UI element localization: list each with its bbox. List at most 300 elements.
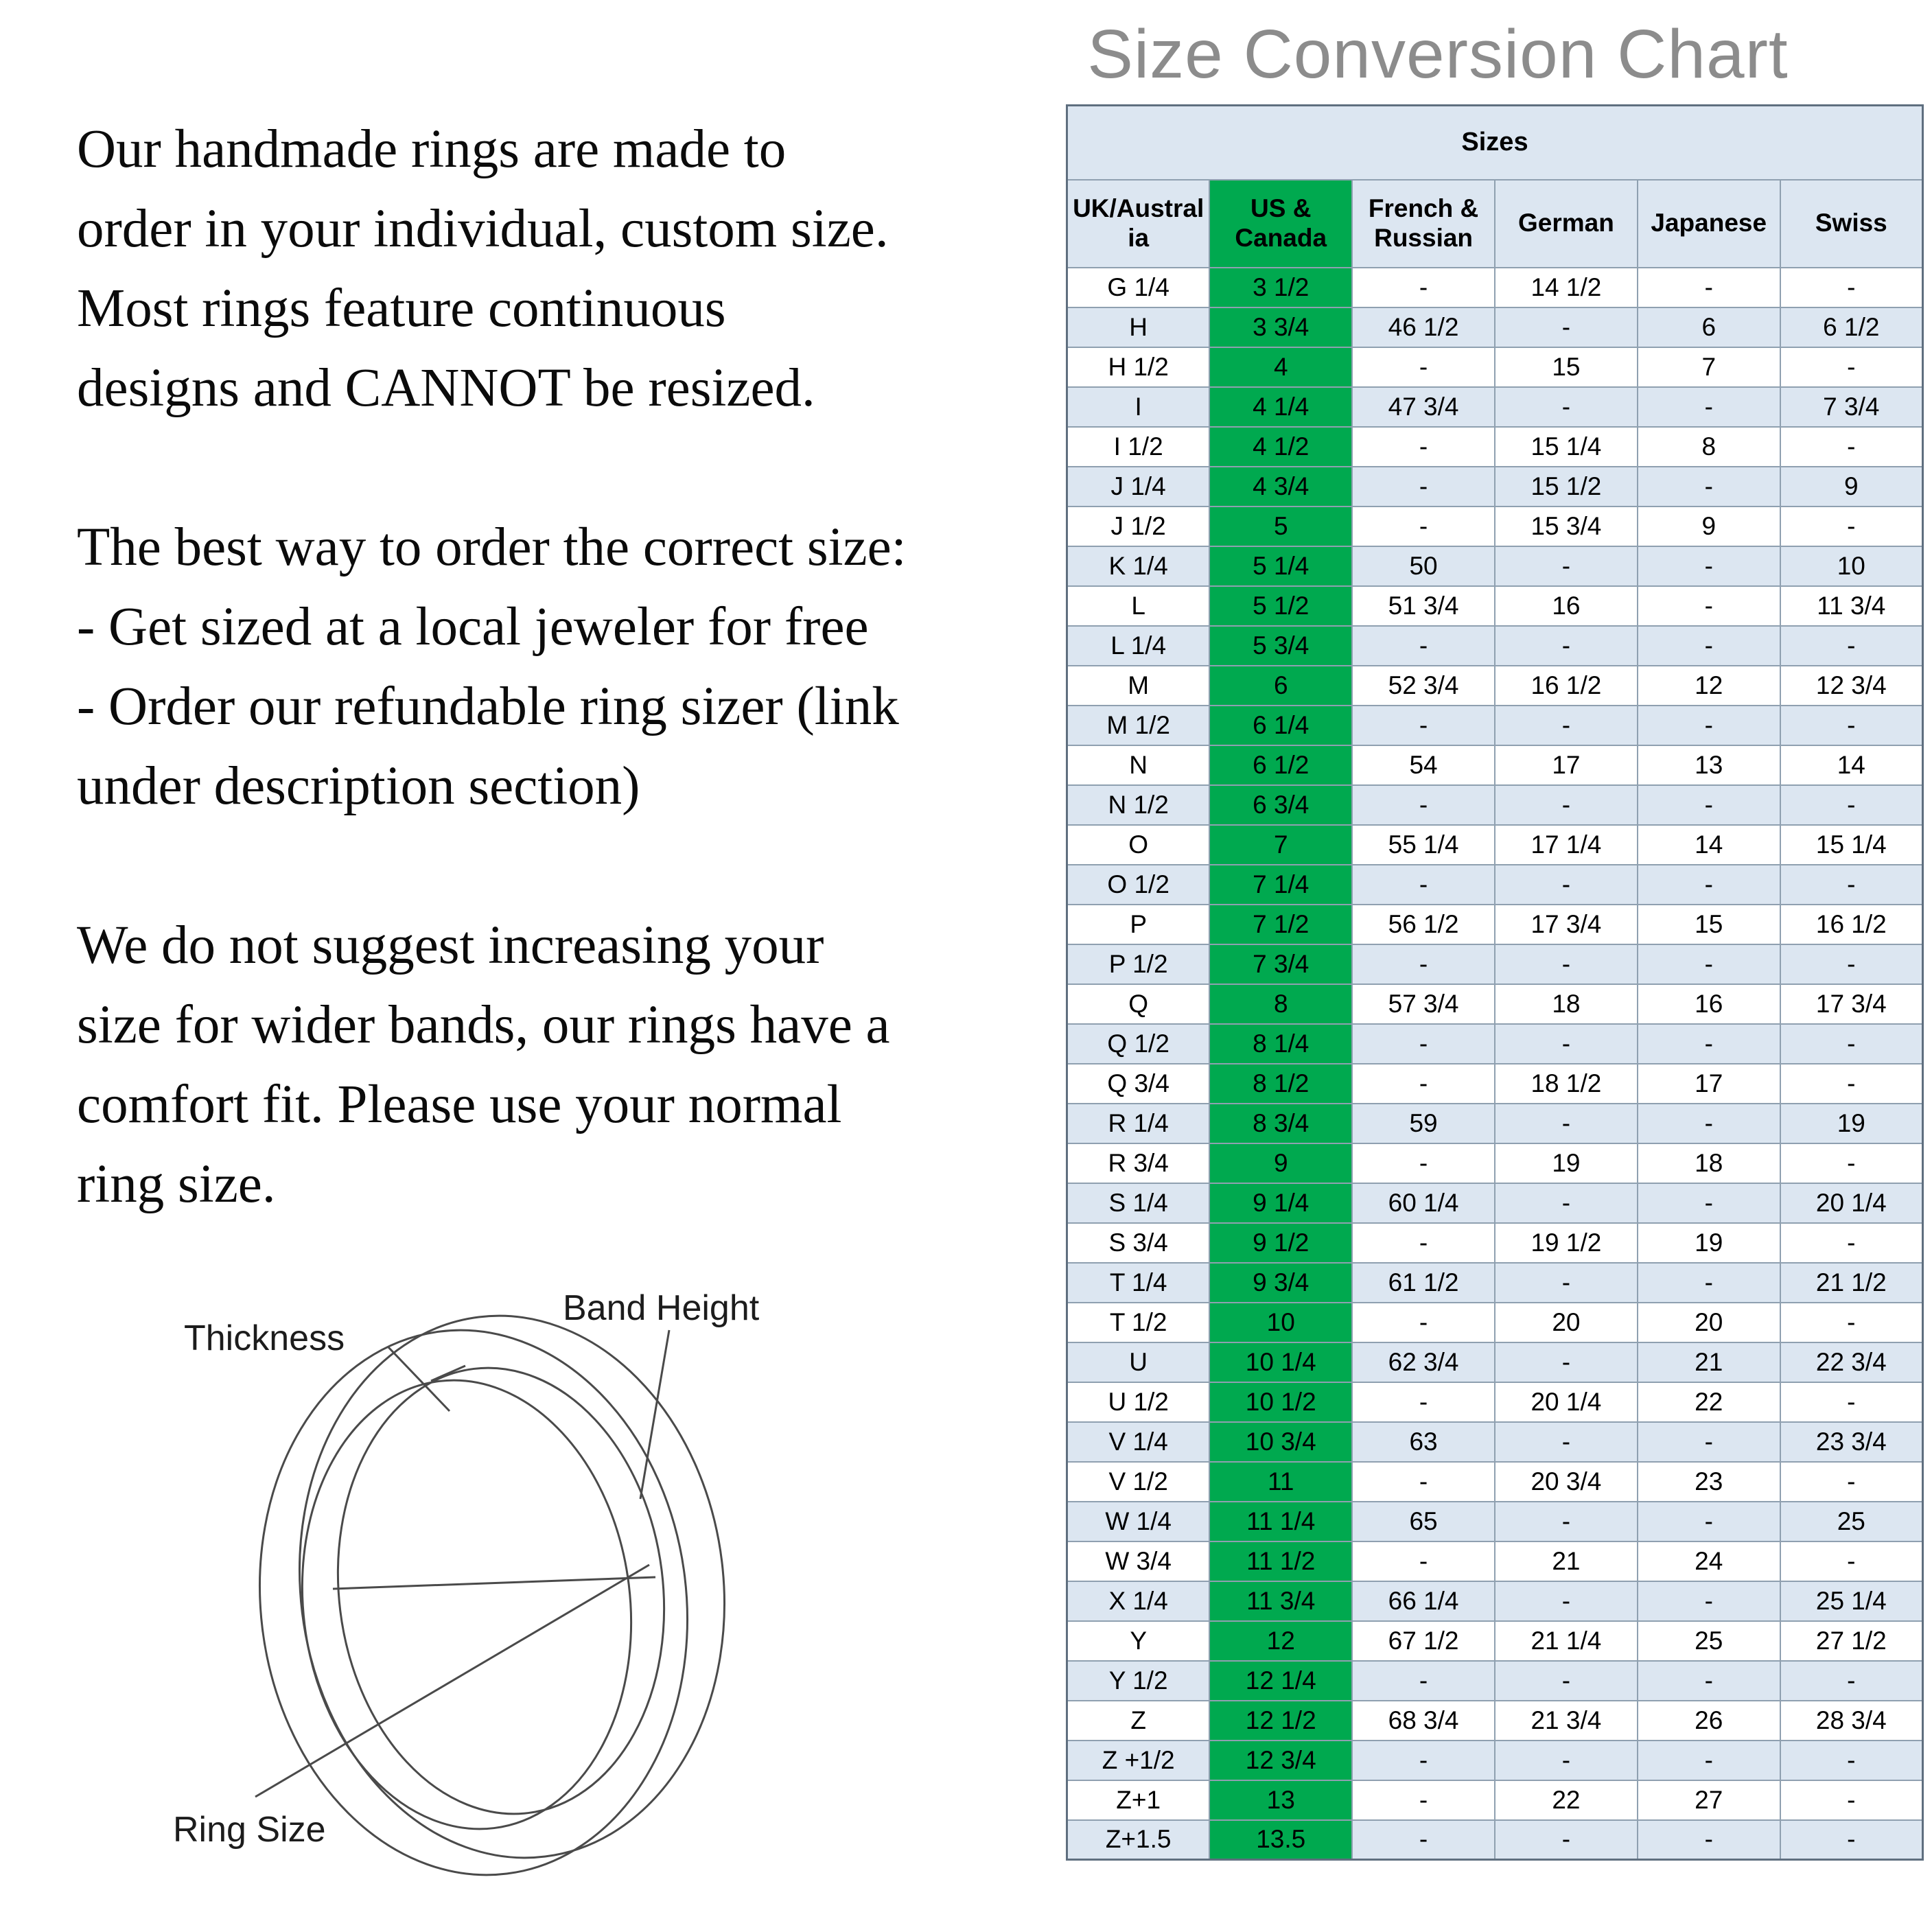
size-cell: 3 1/2 xyxy=(1209,268,1352,307)
size-cell: 11 3/4 xyxy=(1780,586,1923,626)
size-cell: - xyxy=(1780,1462,1923,1502)
size-cell: J 1/2 xyxy=(1067,507,1210,546)
size-row xyxy=(1067,586,1923,626)
size-cell: 19 xyxy=(1495,1143,1638,1183)
size-row xyxy=(1067,1780,1923,1820)
size-cell: 10 xyxy=(1780,546,1923,586)
size-row xyxy=(1067,1183,1923,1223)
size-cell: - xyxy=(1638,1104,1780,1143)
size-cell: N 1/2 xyxy=(1067,785,1210,825)
text-line: ring size. xyxy=(77,1154,276,1214)
size-cell: - xyxy=(1780,1382,1923,1422)
size-cell: - xyxy=(1780,1024,1923,1064)
size-cell: 52 3/4 xyxy=(1352,666,1495,706)
size-cell: - xyxy=(1352,1223,1495,1263)
size-cell: I xyxy=(1067,387,1210,427)
size-cell: - xyxy=(1780,507,1923,546)
size-row xyxy=(1067,944,1923,984)
column-header-uk-australia: UK/Australia xyxy=(1067,180,1210,268)
size-cell: 26 xyxy=(1638,1701,1780,1741)
size-cell: - xyxy=(1638,387,1780,427)
band-height-label: Band Height xyxy=(563,1288,760,1328)
size-cell: - xyxy=(1352,1820,1495,1860)
size-cell: - xyxy=(1780,706,1923,745)
size-cell: - xyxy=(1638,944,1780,984)
size-cell: 8 1/4 xyxy=(1209,1024,1352,1064)
size-cell: - xyxy=(1780,347,1923,387)
size-cell: 55 1/4 xyxy=(1352,825,1495,865)
size-cell: T 1/2 xyxy=(1067,1303,1210,1342)
size-row xyxy=(1067,865,1923,905)
size-cell: 3 3/4 xyxy=(1209,307,1352,347)
text-line: order in your individual, custom size. xyxy=(77,199,889,259)
table-head xyxy=(1067,106,1923,268)
size-row xyxy=(1067,546,1923,586)
size-cell: Z+1.5 xyxy=(1067,1820,1210,1860)
size-row xyxy=(1067,706,1923,745)
text-line: size for wider bands, our rings have a xyxy=(77,995,890,1055)
size-cell: 60 1/4 xyxy=(1352,1183,1495,1223)
size-cell: 28 3/4 xyxy=(1780,1701,1923,1741)
column-header-row xyxy=(1067,180,1923,268)
size-row xyxy=(1067,1541,1923,1581)
size-cell: 21 1/4 xyxy=(1495,1621,1638,1661)
size-cell: 7 1/4 xyxy=(1209,865,1352,905)
size-cell: S 3/4 xyxy=(1067,1223,1210,1263)
size-cell: 17 1/4 xyxy=(1495,825,1638,865)
text-line: - Order our refundable ring sizer (link xyxy=(77,677,899,736)
size-cell: - xyxy=(1352,467,1495,507)
size-cell: 51 3/4 xyxy=(1352,586,1495,626)
size-row xyxy=(1067,745,1923,785)
size-cell: - xyxy=(1495,387,1638,427)
size-row xyxy=(1067,1263,1923,1303)
thickness-tick xyxy=(431,1366,465,1381)
text-line: We do not suggest increasing your xyxy=(77,916,824,975)
size-cell: 10 1/4 xyxy=(1209,1342,1352,1382)
size-cell: 68 3/4 xyxy=(1352,1701,1495,1741)
size-cell: - xyxy=(1495,1342,1638,1382)
size-cell: - xyxy=(1638,1581,1780,1621)
size-cell: 8 3/4 xyxy=(1209,1104,1352,1143)
size-cell: 18 xyxy=(1495,984,1638,1024)
size-cell: 12 1/2 xyxy=(1209,1701,1352,1741)
size-cell: - xyxy=(1638,1502,1780,1541)
size-cell: I 1/2 xyxy=(1067,427,1210,467)
size-row xyxy=(1067,1661,1923,1701)
size-cell: 12 3/4 xyxy=(1780,666,1923,706)
size-cell: O xyxy=(1067,825,1210,865)
size-cell: - xyxy=(1352,268,1495,307)
size-cell: - xyxy=(1352,865,1495,905)
size-cell: 50 xyxy=(1352,546,1495,586)
size-cell: 5 1/4 xyxy=(1209,546,1352,586)
size-cell: 8 xyxy=(1638,427,1780,467)
size-cell: - xyxy=(1638,626,1780,666)
size-cell: - xyxy=(1780,626,1923,666)
page-title: Size Conversion Chart xyxy=(1087,16,1789,93)
size-cell: 16 xyxy=(1495,586,1638,626)
text-line: - Get sized at a local jeweler for free xyxy=(77,597,869,657)
size-row xyxy=(1067,1462,1923,1502)
info-text-block xyxy=(77,110,1058,1304)
size-cell: 17 xyxy=(1638,1064,1780,1104)
size-cell: - xyxy=(1352,507,1495,546)
size-cell: 21 xyxy=(1495,1541,1638,1581)
size-cell: 24 xyxy=(1638,1541,1780,1581)
size-cell: - xyxy=(1352,1462,1495,1502)
size-cell: L 1/4 xyxy=(1067,626,1210,666)
size-cell: L xyxy=(1067,586,1210,626)
size-cell: 8 1/2 xyxy=(1209,1064,1352,1104)
size-cell: - xyxy=(1352,1024,1495,1064)
size-cell: - xyxy=(1495,1104,1638,1143)
size-cell: 10 1/2 xyxy=(1209,1382,1352,1422)
size-cell: 19 xyxy=(1780,1104,1923,1143)
size-cell: 10 3/4 xyxy=(1209,1422,1352,1462)
size-cell: 7 3/4 xyxy=(1209,944,1352,984)
size-cell: - xyxy=(1495,1183,1638,1223)
size-cell: - xyxy=(1352,1661,1495,1701)
size-cell: 20 1/4 xyxy=(1495,1382,1638,1422)
size-cell: 10 xyxy=(1209,1303,1352,1342)
ring-inner-back-ellipse xyxy=(313,1349,689,1833)
size-cell: P 1/2 xyxy=(1067,944,1210,984)
size-cell: - xyxy=(1495,1581,1638,1621)
size-cell: - xyxy=(1495,1820,1638,1860)
ring-outer-back-ellipse xyxy=(269,1291,755,1882)
size-cell: T 1/4 xyxy=(1067,1263,1210,1303)
size-cell: - xyxy=(1780,865,1923,905)
size-cell: 8 xyxy=(1209,984,1352,1024)
size-cell: 7 xyxy=(1209,825,1352,865)
size-cell: S 1/4 xyxy=(1067,1183,1210,1223)
size-cell: 7 3/4 xyxy=(1780,387,1923,427)
size-cell: Z+1 xyxy=(1067,1780,1210,1820)
size-cell: J 1/4 xyxy=(1067,467,1210,507)
ring-inner-front-ellipse xyxy=(277,1361,656,1848)
size-conversion-table xyxy=(1066,104,1924,1861)
size-cell: 12 xyxy=(1209,1621,1352,1661)
size-cell: U 1/2 xyxy=(1067,1382,1210,1422)
size-cell: - xyxy=(1780,785,1923,825)
size-cell: - xyxy=(1352,1382,1495,1422)
size-cell: 9 xyxy=(1638,507,1780,546)
size-cell: - xyxy=(1638,586,1780,626)
size-cell: - xyxy=(1638,1661,1780,1701)
ring-size-leader-line xyxy=(255,1565,649,1797)
size-cell: 27 1/2 xyxy=(1780,1621,1923,1661)
size-row xyxy=(1067,1342,1923,1382)
size-cell: 21 1/2 xyxy=(1780,1263,1923,1303)
size-cell: - xyxy=(1638,1422,1780,1462)
size-cell: - xyxy=(1495,785,1638,825)
size-row xyxy=(1067,1143,1923,1183)
size-cell: 4 xyxy=(1209,347,1352,387)
size-cell: - xyxy=(1638,1024,1780,1064)
info-paragraph xyxy=(77,110,1058,428)
text-line: Our handmade rings are made to xyxy=(77,119,787,179)
size-cell: U xyxy=(1067,1342,1210,1382)
size-cell: Q xyxy=(1067,984,1210,1024)
size-cell: - xyxy=(1352,1780,1495,1820)
size-cell: 15 1/2 xyxy=(1495,467,1638,507)
size-cell: Y xyxy=(1067,1621,1210,1661)
size-cell: - xyxy=(1638,1741,1780,1780)
size-row xyxy=(1067,1104,1923,1143)
size-cell: - xyxy=(1780,1661,1923,1701)
size-cell: - xyxy=(1780,1780,1923,1820)
size-cell: V 1/4 xyxy=(1067,1422,1210,1462)
size-cell: 9 xyxy=(1780,467,1923,507)
size-cell: - xyxy=(1495,865,1638,905)
size-cell: 15 1/4 xyxy=(1495,427,1638,467)
size-cell: - xyxy=(1352,1541,1495,1581)
size-cell: 12 3/4 xyxy=(1209,1741,1352,1780)
size-cell: - xyxy=(1352,944,1495,984)
size-cell: 13 xyxy=(1638,745,1780,785)
size-cell: - xyxy=(1495,706,1638,745)
size-cell: - xyxy=(1638,785,1780,825)
size-cell: - xyxy=(1638,546,1780,586)
size-cell: - xyxy=(1352,1064,1495,1104)
size-cell: - xyxy=(1352,1303,1495,1342)
text-line: under description section) xyxy=(77,756,640,816)
column-header-french-russian: French & Russian xyxy=(1352,180,1495,268)
size-cell: - xyxy=(1780,1741,1923,1780)
size-cell: 13 xyxy=(1209,1780,1352,1820)
size-row xyxy=(1067,1502,1923,1541)
size-cell: N xyxy=(1067,745,1210,785)
size-cell: P xyxy=(1067,905,1210,944)
size-cell: 18 xyxy=(1638,1143,1780,1183)
text-line: The best way to order the correct size: xyxy=(77,517,907,577)
size-cell: - xyxy=(1780,1064,1923,1104)
size-row xyxy=(1067,1382,1923,1422)
size-row xyxy=(1067,1064,1923,1104)
thickness-label: Thickness xyxy=(184,1318,345,1358)
size-row xyxy=(1067,307,1923,347)
size-cell: 17 3/4 xyxy=(1780,984,1923,1024)
column-header-us-canada: US & Canada xyxy=(1209,180,1352,268)
size-cell: 56 1/2 xyxy=(1352,905,1495,944)
size-cell: 15 xyxy=(1638,905,1780,944)
column-header-swiss: Swiss xyxy=(1780,180,1923,268)
size-cell: O 1/2 xyxy=(1067,865,1210,905)
size-row xyxy=(1067,626,1923,666)
size-cell: H xyxy=(1067,307,1210,347)
size-cell: - xyxy=(1780,1303,1923,1342)
size-row xyxy=(1067,1820,1923,1860)
size-cell: 6 3/4 xyxy=(1209,785,1352,825)
size-cell: H 1/2 xyxy=(1067,347,1210,387)
size-cell: 4 3/4 xyxy=(1209,467,1352,507)
size-cell: - xyxy=(1495,1263,1638,1303)
size-cell: 11 1/4 xyxy=(1209,1502,1352,1541)
size-cell: 6 1/4 xyxy=(1209,706,1352,745)
size-cell: 54 xyxy=(1352,745,1495,785)
size-cell: 15 3/4 xyxy=(1495,507,1638,546)
size-cell: - xyxy=(1780,944,1923,984)
size-cell: 14 1/2 xyxy=(1495,268,1638,307)
size-row xyxy=(1067,666,1923,706)
size-cell: 12 xyxy=(1638,666,1780,706)
size-cell: Z +1/2 xyxy=(1067,1741,1210,1780)
size-cell: 20 1/4 xyxy=(1780,1183,1923,1223)
size-cell: 20 xyxy=(1495,1303,1638,1342)
size-cell: 25 xyxy=(1780,1502,1923,1541)
size-cell: 62 3/4 xyxy=(1352,1342,1495,1382)
size-cell: Y 1/2 xyxy=(1067,1661,1210,1701)
size-cell: - xyxy=(1352,706,1495,745)
size-cell: Z xyxy=(1067,1701,1210,1741)
size-cell: 22 xyxy=(1638,1382,1780,1422)
size-cell: 15 1/4 xyxy=(1780,825,1923,865)
size-row xyxy=(1067,1422,1923,1462)
size-cell: - xyxy=(1780,268,1923,307)
text-line: designs and CANNOT be resized. xyxy=(77,358,815,418)
size-row xyxy=(1067,467,1923,507)
size-cell: 66 1/4 xyxy=(1352,1581,1495,1621)
info-paragraph xyxy=(77,906,1058,1224)
size-cell: 11 3/4 xyxy=(1209,1581,1352,1621)
size-cell: 9 1/2 xyxy=(1209,1223,1352,1263)
size-cell: 67 1/2 xyxy=(1352,1621,1495,1661)
size-cell: 6 1/2 xyxy=(1780,307,1923,347)
size-cell: 21 xyxy=(1638,1342,1780,1382)
size-cell: 20 xyxy=(1638,1303,1780,1342)
size-row xyxy=(1067,1621,1923,1661)
size-cell: - xyxy=(1495,944,1638,984)
table-body xyxy=(1067,268,1923,1860)
size-cell: 5 3/4 xyxy=(1209,626,1352,666)
size-cell: M 1/2 xyxy=(1067,706,1210,745)
size-cell: 7 1/2 xyxy=(1209,905,1352,944)
size-row xyxy=(1067,1701,1923,1741)
size-cell: 16 xyxy=(1638,984,1780,1024)
size-row xyxy=(1067,507,1923,546)
size-cell: 9 xyxy=(1209,1143,1352,1183)
size-cell: 17 3/4 xyxy=(1495,905,1638,944)
sizes-header-row xyxy=(1067,106,1923,180)
size-row xyxy=(1067,347,1923,387)
size-cell: W 1/4 xyxy=(1067,1502,1210,1541)
size-cell: - xyxy=(1638,706,1780,745)
size-cell: 11 1/2 xyxy=(1209,1541,1352,1581)
size-cell: 57 3/4 xyxy=(1352,984,1495,1024)
size-cell: - xyxy=(1780,1143,1923,1183)
size-cell: Q 3/4 xyxy=(1067,1064,1210,1104)
size-cell: - xyxy=(1638,1183,1780,1223)
size-cell: 23 3/4 xyxy=(1780,1422,1923,1462)
size-cell: 11 xyxy=(1209,1462,1352,1502)
size-row xyxy=(1067,387,1923,427)
size-cell: - xyxy=(1352,427,1495,467)
size-cell: - xyxy=(1638,1263,1780,1303)
size-cell: - xyxy=(1352,785,1495,825)
size-cell: - xyxy=(1780,1820,1923,1860)
size-cell: 14 xyxy=(1638,825,1780,865)
size-cell: 12 1/4 xyxy=(1209,1661,1352,1701)
size-cell: G 1/4 xyxy=(1067,268,1210,307)
size-cell: X 1/4 xyxy=(1067,1581,1210,1621)
size-cell: 20 3/4 xyxy=(1495,1462,1638,1502)
size-cell: 9 1/4 xyxy=(1209,1183,1352,1223)
text-line: Most rings feature continuous xyxy=(77,279,726,338)
size-cell: 13.5 xyxy=(1209,1820,1352,1860)
size-cell: - xyxy=(1638,467,1780,507)
size-cell: 5 1/2 xyxy=(1209,586,1352,626)
size-cell: - xyxy=(1780,1541,1923,1581)
size-cell: 16 1/2 xyxy=(1780,905,1923,944)
size-cell: - xyxy=(1352,347,1495,387)
size-cell: 63 xyxy=(1352,1422,1495,1462)
size-cell: 17 xyxy=(1495,745,1638,785)
size-cell: 4 1/4 xyxy=(1209,387,1352,427)
size-cell: - xyxy=(1495,1502,1638,1541)
size-cell: - xyxy=(1352,1143,1495,1183)
size-cell: - xyxy=(1495,1741,1638,1780)
sizes-header-cell: Sizes xyxy=(1067,106,1923,180)
size-cell: Q 1/2 xyxy=(1067,1024,1210,1064)
size-cell: 22 3/4 xyxy=(1780,1342,1923,1382)
size-cell: M xyxy=(1067,666,1210,706)
size-cell: - xyxy=(1495,1024,1638,1064)
info-paragraph xyxy=(77,508,1058,826)
size-cell: 18 1/2 xyxy=(1495,1064,1638,1104)
size-cell: - xyxy=(1638,865,1780,905)
size-row xyxy=(1067,1303,1923,1342)
size-cell: 27 xyxy=(1638,1780,1780,1820)
size-cell: - xyxy=(1352,1741,1495,1780)
size-cell: - xyxy=(1495,307,1638,347)
size-cell: - xyxy=(1780,1223,1923,1263)
size-cell: 65 xyxy=(1352,1502,1495,1541)
size-cell: 22 xyxy=(1495,1780,1638,1820)
size-row xyxy=(1067,785,1923,825)
size-cell: 4 1/2 xyxy=(1209,427,1352,467)
text-line: comfort fit. Please use your normal xyxy=(77,1075,842,1134)
size-cell: 61 1/2 xyxy=(1352,1263,1495,1303)
size-cell: 16 1/2 xyxy=(1495,666,1638,706)
size-cell: - xyxy=(1638,268,1780,307)
size-cell: 25 1/4 xyxy=(1780,1581,1923,1621)
size-cell: R 3/4 xyxy=(1067,1143,1210,1183)
size-row xyxy=(1067,1223,1923,1263)
size-row xyxy=(1067,1024,1923,1064)
size-row xyxy=(1067,1741,1923,1780)
size-row xyxy=(1067,905,1923,944)
size-cell: 25 xyxy=(1638,1621,1780,1661)
size-cell: 46 1/2 xyxy=(1352,307,1495,347)
size-cell: 19 xyxy=(1638,1223,1780,1263)
size-cell: 7 xyxy=(1638,347,1780,387)
column-header-german: German xyxy=(1495,180,1638,268)
size-cell: V 1/2 xyxy=(1067,1462,1210,1502)
size-cell: K 1/4 xyxy=(1067,546,1210,586)
size-cell: 5 xyxy=(1209,507,1352,546)
ring-size-diameter-line xyxy=(333,1577,655,1589)
size-cell: - xyxy=(1352,626,1495,666)
size-row xyxy=(1067,984,1923,1024)
size-cell: 59 xyxy=(1352,1104,1495,1143)
size-cell: - xyxy=(1495,546,1638,586)
size-cell: 14 xyxy=(1780,745,1923,785)
size-cell: 23 xyxy=(1638,1462,1780,1502)
size-cell: 9 3/4 xyxy=(1209,1263,1352,1303)
size-row xyxy=(1067,268,1923,307)
size-cell: 6 xyxy=(1209,666,1352,706)
